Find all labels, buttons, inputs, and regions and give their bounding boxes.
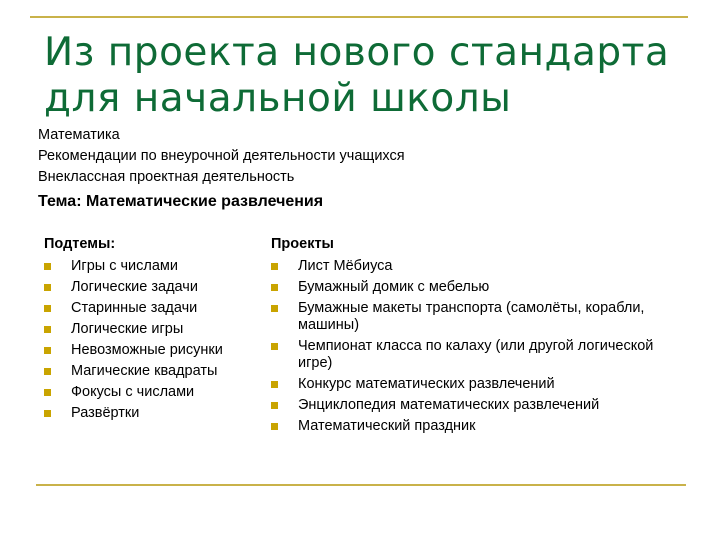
recommendation-line: Рекомендации по внеурочной деятельности учащихся	[38, 148, 405, 164]
list-item-text: Старинные задачи	[71, 300, 198, 316]
list-item-text: Математический праздник	[298, 418, 476, 434]
square-bullet-icon	[44, 389, 51, 396]
list-item-text: Магические квадраты	[71, 363, 218, 379]
list-item-text: Логические задачи	[71, 279, 198, 295]
square-bullet-icon	[44, 326, 51, 333]
list-item	[271, 418, 656, 435]
list-item	[44, 300, 259, 317]
list-item-text: Игры с числами	[71, 258, 179, 274]
bottom-divider	[36, 484, 686, 486]
square-bullet-icon	[44, 284, 51, 291]
top-divider	[30, 16, 688, 18]
list-item	[271, 300, 656, 334]
list-item	[44, 342, 259, 359]
list-item-text: Энциклопедия математических развлечений	[298, 397, 600, 413]
list-item-text: Развёртки	[71, 405, 140, 421]
list-item-text: Конкурс математических развлечений	[298, 376, 555, 392]
square-bullet-icon	[271, 402, 278, 409]
list-item	[44, 363, 259, 380]
list-item	[271, 258, 656, 275]
subtopics-column	[44, 236, 259, 426]
list-item-text: Логические игры	[71, 321, 184, 337]
projects-heading: Проекты	[271, 236, 334, 252]
list-item-text: Невозможные рисунки	[71, 342, 223, 358]
square-bullet-icon	[44, 410, 51, 417]
list-item	[44, 405, 259, 422]
activity-line: Внеклассная проектная деятельность	[38, 169, 295, 185]
square-bullet-icon	[271, 263, 278, 270]
square-bullet-icon	[271, 381, 278, 388]
list-item	[44, 279, 259, 296]
square-bullet-icon	[271, 305, 278, 312]
square-bullet-icon	[44, 263, 51, 270]
square-bullet-icon	[271, 423, 278, 430]
list-item	[271, 376, 656, 393]
slide-title: Из проекта нового стандарта для начальной школы	[44, 30, 670, 121]
subject-line: Математика	[38, 127, 120, 143]
list-item	[44, 321, 259, 338]
square-bullet-icon	[44, 347, 51, 354]
subtopics-list	[44, 258, 259, 422]
projects-list	[271, 258, 656, 435]
list-item	[271, 397, 656, 414]
list-item	[44, 258, 259, 275]
subtitle-block	[38, 125, 678, 212]
square-bullet-icon	[44, 368, 51, 375]
list-item-text: Бумажный домик с мебелью	[298, 279, 490, 295]
list-item	[271, 338, 656, 372]
list-item-text: Лист Мёбиуса	[298, 258, 393, 274]
subtopics-heading: Подтемы:	[44, 236, 116, 252]
list-item	[44, 384, 259, 401]
list-item	[271, 279, 656, 296]
theme-line: Тема: Математические развлечения	[38, 193, 324, 210]
projects-column	[271, 236, 656, 439]
square-bullet-icon	[44, 305, 51, 312]
list-item-text: Фокусы с числами	[71, 384, 195, 400]
list-item-text: Бумажные макеты транспорта (самолёты, корабли, машины)	[298, 300, 645, 333]
square-bullet-icon	[271, 284, 278, 291]
square-bullet-icon	[271, 343, 278, 350]
list-item-text: Чемпионат класса по калаху (или другой логической игре)	[298, 338, 654, 371]
